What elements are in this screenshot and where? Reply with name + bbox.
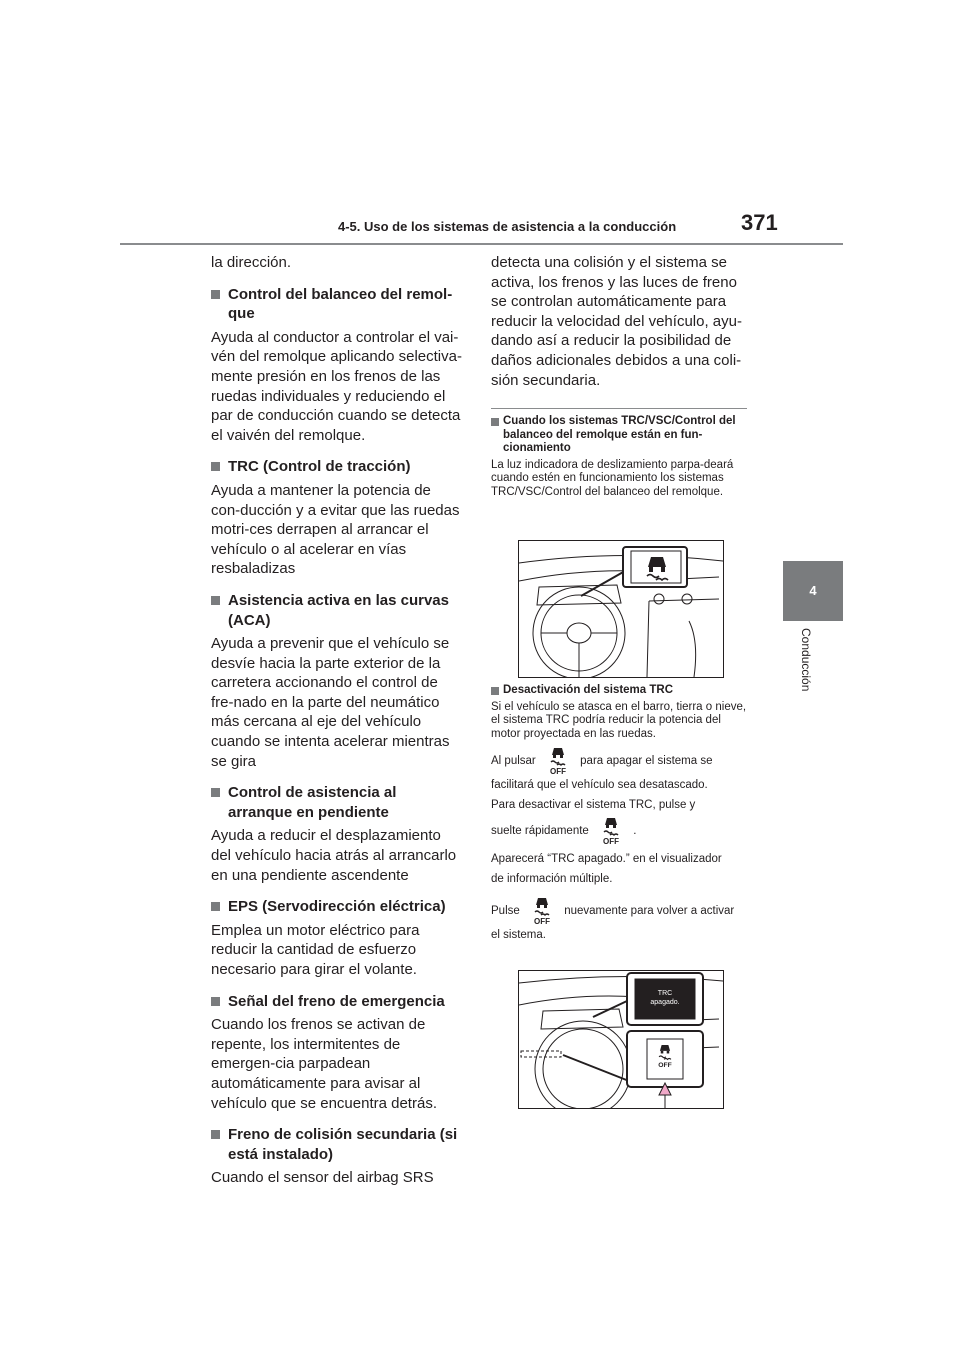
display-line: TRC [657, 990, 673, 997]
note-heading: Cuando los sistemas TRC/VSC/Control del balanceo del remolque están en fun-cionamiento [491, 415, 743, 456]
icon-off-label: OFF [658, 1062, 672, 1069]
instruction-text: de información múltiple. [491, 873, 613, 885]
trc-off-icon [598, 817, 624, 845]
chapter-label-text: Conducción [799, 628, 813, 692]
dashboard-illustration-indicator [518, 540, 724, 678]
paragraph: Ayuda al conductor a controlar el vai-vén del remolque aplicando selectiva-mente presión en los frenos de las ruedas individuales y reduciendo el par de conducción cuando se detecta el vaivén del remolque. [211, 328, 462, 444]
instruction-line [491, 747, 751, 775]
paragraph: Cuando el sensor del airbag SRS [211, 1169, 434, 1187]
icon-off-label: OFF [603, 837, 620, 845]
trc-off-icon [654, 1043, 676, 1069]
left-column [211, 253, 463, 1188]
dashboard-illustration-trc-off [518, 970, 724, 1109]
instruction-text: suelte rápidamente [491, 825, 589, 838]
trc-off-icon [545, 747, 571, 775]
section-heading: Señal del freno de emergencia [211, 992, 463, 1012]
instruction-text: Pulse [491, 905, 520, 918]
paragraph: Emplea un motor eléctrico para reducir la cantidad de esfuerzo necesario para girar el volante. [211, 921, 420, 978]
section-heading: Control de asistencia al arranque en pendiente [211, 783, 463, 822]
section-heading: Asistencia activa en las curvas (ACA) [211, 591, 463, 630]
note-text: Si el vehículo se atasca en el barro, tierra o nieve, el sistema TRC podría reducir la potencia del motor proyectada en las ruedas. [491, 700, 747, 740]
section-heading: TRC (Control de tracción) [211, 457, 463, 477]
instruction-text: el sistema. [491, 929, 546, 941]
paragraph: Ayuda a mantener la potencia de con-ducción y a evitar que las ruedas motri-ces derrapen al arrancar el vehículo o al acelerar en vías resbaladizas [211, 481, 460, 578]
section-heading: EPS (Servodirección eléctrica) [211, 897, 463, 917]
paragraph: Cuando los frenos se activan de repente, los intermitentes de emergen-cia parpadean automáticamente para avisar al vehículo que se encuentra detrás. [211, 1016, 437, 1112]
note-divider [491, 408, 747, 409]
trc-off-icon [529, 897, 555, 925]
right-column [491, 253, 743, 499]
chapter-label [783, 628, 843, 718]
header-divider [120, 243, 843, 245]
icon-off-label: OFF [549, 767, 566, 775]
slip-indicator-icon [644, 553, 670, 581]
instruction-line [491, 897, 751, 925]
instruction-text: Para desactivar el sistema TRC, pulse y [491, 799, 696, 811]
icon-off-label: OFF [533, 917, 550, 925]
trc-deactivation-section [491, 684, 751, 945]
instruction-text: Al pulsar [491, 755, 536, 768]
instruction-text: . [633, 825, 637, 838]
page-number: 371 [741, 210, 778, 235]
instruction-text: Aparecerá “TRC apagado.” en el visualizador [491, 853, 722, 865]
paragraph: Ayuda a reducir el desplazamiento del vehículo hacia atrás al arrancarlo en una pendiente ascendente [211, 827, 457, 884]
instruction-text: para apagar el sistema se [580, 755, 713, 768]
instruction-text: facilitará que el vehículo sea desatascado. [491, 779, 708, 791]
paragraph: la dirección. [211, 254, 292, 271]
section-heading: Control del balanceo del remol-que [211, 285, 463, 324]
section-heading: Freno de colisión secundaria (si está instalado) [211, 1125, 463, 1164]
multi-info-display [635, 989, 695, 1007]
instruction-line [491, 817, 751, 845]
chapter-tab: 4 [783, 561, 843, 621]
display-line: apagado. [650, 999, 680, 1006]
note-text: La luz indicadora de deslizamiento parpa-deará cuando estén en funcionamiento los sistemas TRC/VSC/Control del balanceo del remolque. [491, 458, 734, 498]
instruction-text: nuevamente para volver a activar [564, 905, 735, 918]
note-heading: Desactivación del sistema TRC [491, 684, 751, 698]
paragraph: detecta una colisión y el sistema se activa, los frenos y las luces de freno se controlan automáticamente para reducir la velocidad del vehículo, ayu-dando así a reducir la posibilidad de daños adicionales debidos a una coli-sión secundaria. [491, 254, 742, 389]
section-title: 4-5. Uso de los sistemas de asistencia a la conducción [338, 219, 677, 234]
paragraph: Ayuda a prevenir que el vehículo se desvíe hacia la parte exterior de la carretera accionando el control de fre-nado en la parte del neumático más cercana al eje del vehículo cuando se intenta acelerar mientras se gira [211, 635, 450, 770]
